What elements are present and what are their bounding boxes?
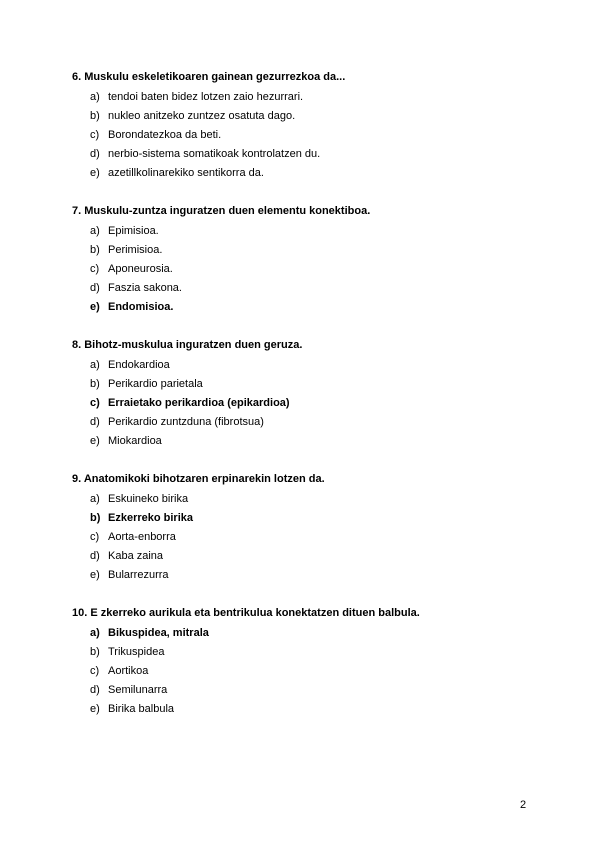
option-text: nerbio-sistema somatikoak kontrolatzen du. [108,148,321,160]
option-text: Trikuspidea [108,646,165,658]
option-text: Perikardio parietala [108,378,203,390]
option-text: Kaba zaina [108,550,164,562]
options-list [72,224,552,314]
question-title: 7. Muskulu-zuntza inguratzen duen elementu konektiboa. [72,205,371,217]
option-letter: c) [90,531,100,543]
option-letter: e) [90,703,100,715]
option-text: Endomisioa. [108,301,174,313]
option-c [72,664,552,678]
option-a [72,358,552,372]
option-b [72,243,552,257]
option-e [72,434,552,448]
option-letter: d) [90,282,100,294]
option-b-correct [72,511,552,525]
option-letter: a) [90,91,100,103]
option-text: Miokardioa [108,435,162,447]
option-text: nukleo anitzeko zuntzez osatuta dago. [108,110,296,122]
question-10 [72,606,552,721]
options-list [72,358,552,448]
options-list [72,90,552,180]
option-e-correct [72,300,552,314]
option-text: Aortikoa [108,665,149,677]
option-text: Perikardio zuntzduna (fibrotsua) [108,416,264,428]
option-text: Bularrezurra [108,569,169,581]
option-c [72,128,552,142]
question-title: 10. E zkerreko aurikula eta bentrikulua konektatzen dituen balbula. [72,607,420,619]
option-letter: e) [90,569,100,581]
question-8 [72,338,552,453]
option-letter: d) [90,416,100,428]
option-b [72,645,552,659]
option-text: Endokardioa [108,359,170,371]
page-number: 2 [520,799,527,811]
option-text: Borondatezkoa da beti. [108,129,222,141]
option-d [72,281,552,295]
option-letter: e) [90,301,100,313]
option-c [72,530,552,544]
option-text: tendoi baten bidez lotzen zaio hezurrari. [108,91,304,103]
option-letter: d) [90,148,100,160]
option-e [72,702,552,716]
option-a [72,224,552,238]
option-e [72,568,552,582]
option-letter: b) [90,646,100,658]
option-d [72,415,552,429]
option-text: Faszia sakona. [108,282,182,294]
option-letter: c) [90,263,100,275]
option-a [72,90,552,104]
option-a-correct [72,626,552,640]
option-letter: b) [90,110,100,122]
option-letter: d) [90,550,100,562]
options-list [72,626,552,716]
option-letter: b) [90,244,100,256]
option-text: Semilunarra [108,684,168,696]
option-letter: a) [90,359,100,371]
option-letter: a) [90,225,100,237]
option-d [72,683,552,697]
option-letter: d) [90,684,100,696]
option-text: Epimisioa. [108,225,159,237]
option-letter: c) [90,397,100,409]
option-text: Aponeurosia. [108,263,173,275]
option-text: Birika balbula [108,703,175,715]
options-list [72,492,552,582]
question-title: 6. Muskulu eskeletikoaren gainean gezurrezkoa da... [72,71,346,83]
option-letter: c) [90,129,100,141]
option-letter: e) [90,435,100,447]
option-b [72,109,552,123]
option-b [72,377,552,391]
option-letter: b) [90,512,101,524]
option-text: Perimisioa. [108,244,163,256]
option-letter: a) [90,627,100,639]
option-e [72,166,552,180]
option-letter: e) [90,167,100,179]
option-d [72,549,552,563]
option-text: Erraietako perikardioa (epikardioa) [108,397,290,409]
option-text: azetillkolinarekiko sentikorra da. [108,167,264,179]
option-d [72,147,552,161]
question-9 [72,472,552,587]
question-title: 9. Anatomikoki bihotzaren erpinarekin lotzen da. [72,473,325,485]
option-text: Eskuineko birika [108,493,189,505]
option-text: Ezkerreko birika [108,512,193,524]
question-title: 8. Bihotz-muskulua inguratzen duen geruza. [72,339,303,351]
option-c-correct [72,396,552,410]
question-6 [72,70,552,185]
option-text: Bikuspidea, mitrala [108,627,209,639]
option-letter: c) [90,665,100,677]
option-a [72,492,552,506]
option-letter: b) [90,378,100,390]
option-letter: a) [90,493,100,505]
option-c [72,262,552,276]
option-text: Aorta-enborra [108,531,176,543]
question-7 [72,204,552,319]
